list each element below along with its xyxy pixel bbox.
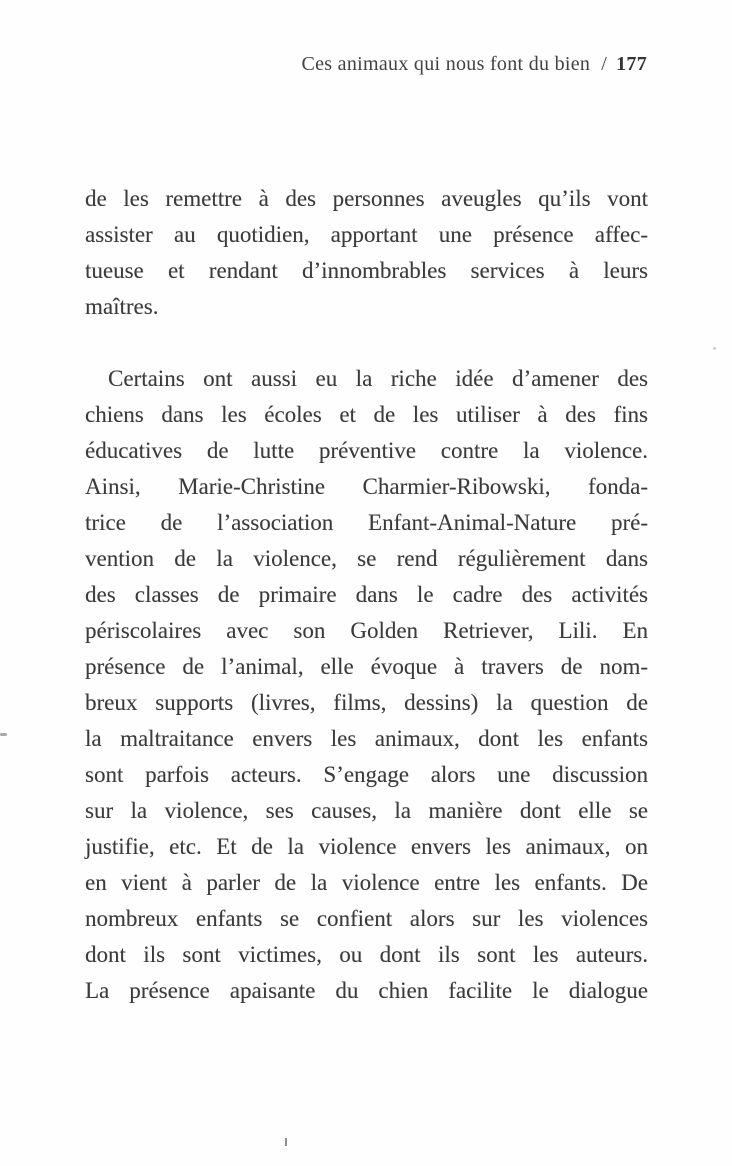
paragraph — [85, 361, 648, 1009]
text-line: chiens dans les écoles et de les utiliser à des fins — [85, 402, 648, 427]
text-line: Certains ont aussi eu la riche idée d’amener des — [108, 366, 648, 391]
text-line: éducatives de lutte préventive contre la violence. — [85, 438, 648, 463]
text-line: assister au quotidien, apportant une présence affec- — [85, 222, 648, 247]
text-line: justifie, etc. Et de la violence envers les animaux, on — [85, 834, 648, 859]
text-line: vention de la violence, se rend régulièrement dans — [85, 546, 648, 571]
text-line: La présence apaisante du chien facilite le dialogue — [85, 978, 648, 1003]
text-line: la maltraitance envers les animaux, dont les enfants — [85, 726, 648, 751]
scan-artifact-left-dash — [0, 733, 7, 736]
paragraph — [85, 181, 648, 325]
text-line: tueuse et rendant d’innombrables services à leurs — [85, 258, 648, 283]
running-title: Ces animaux qui nous font du bien — [301, 53, 591, 75]
text-line: en vient à parler de la violence entre les enfants. De — [85, 870, 648, 895]
text-line: sur la violence, ses causes, la manière dont elle se — [85, 798, 648, 823]
body-text — [85, 181, 648, 1009]
text-line: de les remettre à des personnes aveugles qu’ils vont — [85, 186, 648, 211]
text-line: trice de l’association Enfant-Animal-Nature pré- — [85, 510, 648, 535]
text-line: présence de l’animal, elle évoque à travers de nom- — [85, 654, 648, 679]
text-line: breux supports (livres, films, dessins) la question de — [85, 690, 648, 715]
text-line: maîtres. — [85, 294, 159, 319]
text-line: nombreux enfants se confient alors sur les violences — [85, 906, 648, 931]
page-number: 177 — [616, 53, 647, 75]
text-line: des classes de primaire dans le cadre des activités — [85, 582, 648, 607]
text-line: sont parfois acteurs. S’engage alors une discussion — [85, 762, 648, 787]
text-line: Ainsi, Marie-Christine Charmier-Ribowski, fonda- — [85, 474, 648, 499]
text-line: dont ils sont victimes, ou dont ils sont les auteurs. — [85, 942, 648, 967]
scan-artifact-right-speck — [713, 347, 716, 350]
header-separator: / — [601, 53, 608, 75]
text-line: périscolaires avec son Golden Retriever, Lili. En — [85, 618, 648, 643]
scan-artifact-bottom-tick — [285, 1138, 287, 1146]
running-header — [85, 51, 647, 77]
